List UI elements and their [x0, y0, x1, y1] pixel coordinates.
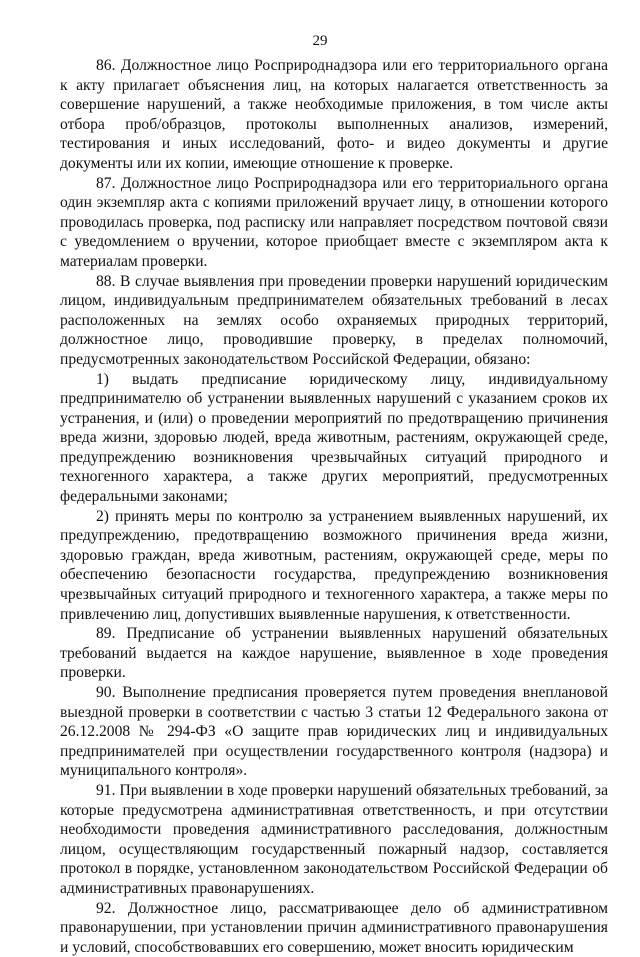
document-body	[60, 56, 608, 957]
paragraph-88-item-1: 1) выдать предписание юридическому лицу, индивидуальному предпринимателю об устранении выявленных нарушений с указанием сроков их устранения, и (или) о проведении мероприятий по предотвращению причинения вреда жизни, здоровью людей, вреда животным, растениям, окружающей среде, предупреждению возникновения чрезвычайных ситуаций природного и техногенного характера, а также других мероприятий, предусмотренных федеральными законами;	[60, 370, 608, 506]
paragraph-89: 89. Предписание об устранении выявленных нарушений обязательных требований выдается на каждое нарушение, выявленное в ходе проведения проверки.	[60, 625, 608, 682]
paragraph-88: 88. В случае выявления при проведении проверки нарушений юридическим лицом, индивидуальным предпринимателем обязательных требований в лесах расположенных на землях особо охраняемых природных территорий, должностное лицо, проводившие проверку, в пределах полномочий, предусмотренных законодательством Российской Федерации, обязано:	[60, 272, 608, 368]
paragraph-92: 92. Должностное лицо, рассматривающее дело об административном правонарушении, при установлении причин административного правонарушения и условий, способствовавших его совершению, может вносить юридическим	[60, 899, 608, 956]
paragraph-86: 86. Должностное лицо Росприроднадзора или его территориального органа к акту прилагает объяснения лиц, на которых налагается ответственность за совершение нарушений, а также необходимые приложения, в том числе акты отбора проб/образцов, протоколы выполненных анализов, измерений, тестирования и иных исследований, фото- и видео документы и другие документы или их копии, имеющие отношение к проверке.	[60, 57, 608, 172]
paragraph-90: 90. Выполнение предписания проверяется путем проведения внеплановой выездной проверки в соответствии с частью 3 статьи 12 Федерального закона от 26.12.2008 № 294-ФЗ «О защите прав юридических лиц и индивидуальных предпринимателей при осуществлении государственного контроля (надзора) и муниципального контроля».	[60, 684, 608, 780]
paragraph-87: 87. Должностное лицо Росприроднадзора или его территориального органа один экземпляр акта с копиями приложений вручает лицу, в отношении которого проводилась проверка, под расписку или направляет посредством почтовой связи с уведомлением о вручении, которое приобщает вместе с экземпляром акта к материалам проверки.	[60, 174, 608, 270]
paragraph-91: 91. При выявлении в ходе проверки нарушений обязательных требований, за которые предусмотрена административная ответственность, и при отсутствии необходимости проведения административного расследования, должностным лицом, осуществляющим государственный пожарный надзор, составляется протокол в порядке, установленном законодательством Российской Федерации об административных правонарушениях.	[60, 781, 608, 897]
page-number: 29	[312, 33, 328, 49]
paragraph-88-item-2: 2) принять меры по контролю за устранением выявленных нарушений, их предупреждению, предотвращению возможного причинения вреда жизни, здоровью граждан, вреда животным, растениям, окружающей среде, меры по обеспечению безопасности государства, предупреждению возникновения чрезвычайных ситуаций природного и техногенного характера, а также меры по привлечению лиц, допустивших выявленные нарушения, к ответственности.	[60, 507, 608, 623]
